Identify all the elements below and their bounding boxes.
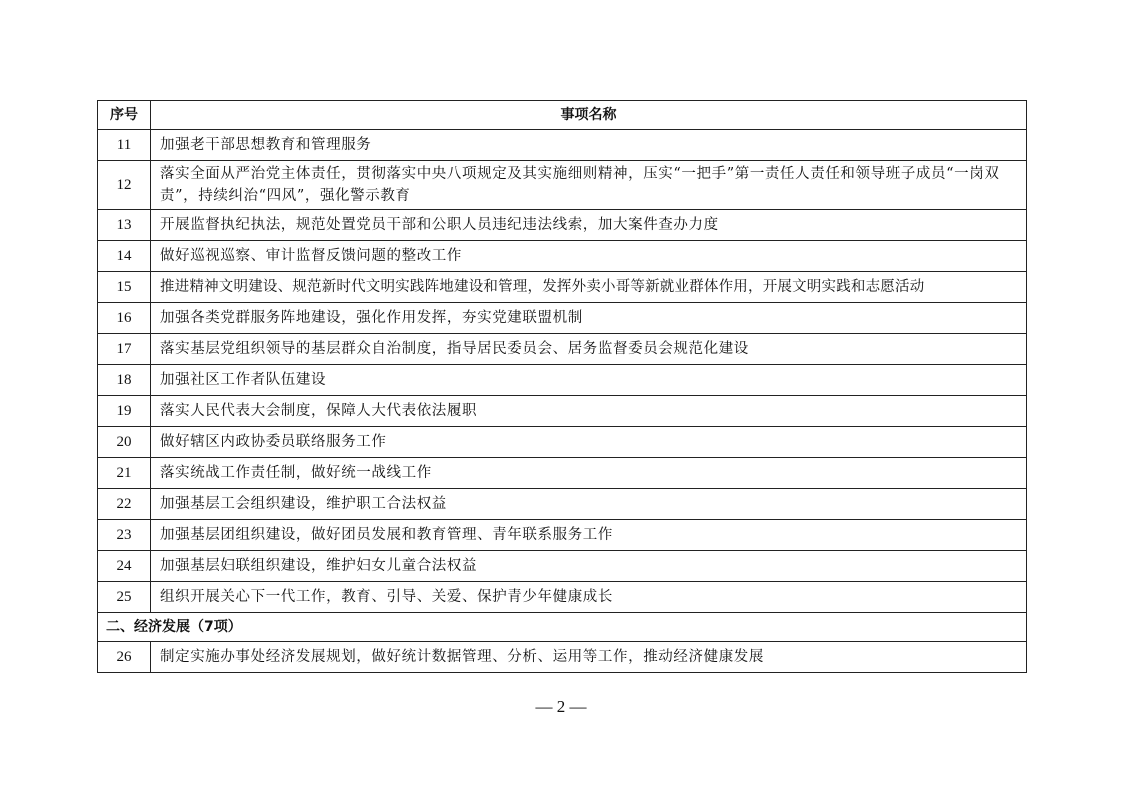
- row-number: 11: [98, 130, 151, 161]
- table-row: [98, 210, 1027, 241]
- table-row: [98, 161, 1027, 210]
- row-number: 15: [98, 272, 151, 303]
- section-heading: 二、经济发展（7项）: [98, 613, 1027, 642]
- header-serial-number: 序号: [98, 101, 151, 130]
- table-row: [98, 334, 1027, 365]
- table-row: [98, 520, 1027, 551]
- row-number: 16: [98, 303, 151, 334]
- row-number: 23: [98, 520, 151, 551]
- table-row: [98, 458, 1027, 489]
- row-item-name: 加强基层团组织建设，做好团员发展和教育管理、青年联系服务工作: [151, 520, 1027, 551]
- table-row: [98, 642, 1027, 673]
- row-item-name: 落实人民代表大会制度，保障人大代表依法履职: [151, 396, 1027, 427]
- row-number: 17: [98, 334, 151, 365]
- row-item-name: 落实基层党组织领导的基层群众自治制度，指导居民委员会、居务监督委员会规范化建设: [151, 334, 1027, 365]
- page-number: — 2 —: [535, 697, 587, 716]
- row-number: 12: [98, 161, 151, 210]
- row-item-name: 加强各类党群服务阵地建设，强化作用发挥，夯实党建联盟机制: [151, 303, 1027, 334]
- row-item-name: 制定实施办事处经济发展规划，做好统计数据管理、分析、运用等工作，推动经济健康发展: [151, 642, 1027, 673]
- items-table: [97, 100, 1027, 673]
- table-row: [98, 130, 1027, 161]
- row-item-name: 加强基层工会组织建设，维护职工合法权益: [151, 489, 1027, 520]
- row-number: 21: [98, 458, 151, 489]
- row-item-name: 做好辖区内政协委员联络服务工作: [151, 427, 1027, 458]
- row-number: 18: [98, 365, 151, 396]
- table-row: [98, 241, 1027, 272]
- row-number: 26: [98, 642, 151, 673]
- row-number: 24: [98, 551, 151, 582]
- row-item-name: 落实全面从严治党主体责任，贯彻落实中央八项规定及其实施细则精神，压实“一把手”第一责任人责任和领导班子成员“一岗双责”，持续纠治“四风”，强化警示教育: [151, 161, 1027, 210]
- table-row: [98, 489, 1027, 520]
- row-number: 13: [98, 210, 151, 241]
- row-number: 20: [98, 427, 151, 458]
- row-item-name: 加强老干部思想教育和管理服务: [151, 130, 1027, 161]
- table-row: [98, 427, 1027, 458]
- row-item-name: 组织开展关心下一代工作，教育、引导、关爱、保护青少年健康成长: [151, 582, 1027, 613]
- table-row: [98, 551, 1027, 582]
- table-row: [98, 365, 1027, 396]
- header-item-name: 事项名称: [151, 101, 1027, 130]
- row-number: 19: [98, 396, 151, 427]
- row-number: 22: [98, 489, 151, 520]
- row-item-name: 开展监督执纪执法，规范处置党员干部和公职人员违纪违法线索，加大案件查办力度: [151, 210, 1027, 241]
- row-item-name: 加强基层妇联组织建设，维护妇女儿童合法权益: [151, 551, 1027, 582]
- table-row: [98, 396, 1027, 427]
- row-item-name: 加强社区工作者队伍建设: [151, 365, 1027, 396]
- row-item-name: 做好巡视巡察、审计监督反馈问题的整改工作: [151, 241, 1027, 272]
- document-sheet: [97, 100, 1026, 673]
- row-item-name: 推进精神文明建设、规范新时代文明实践阵地建设和管理，发挥外卖小哥等新就业群体作用，开展文明实践和志愿活动: [151, 272, 1027, 303]
- table-row: [98, 582, 1027, 613]
- row-item-name: 落实统战工作责任制，做好统一战线工作: [151, 458, 1027, 489]
- table-row: [98, 303, 1027, 334]
- table-header-row: [98, 101, 1027, 130]
- row-number: 14: [98, 241, 151, 272]
- row-number: 25: [98, 582, 151, 613]
- table-row: [98, 272, 1027, 303]
- section-heading-row: [98, 613, 1027, 642]
